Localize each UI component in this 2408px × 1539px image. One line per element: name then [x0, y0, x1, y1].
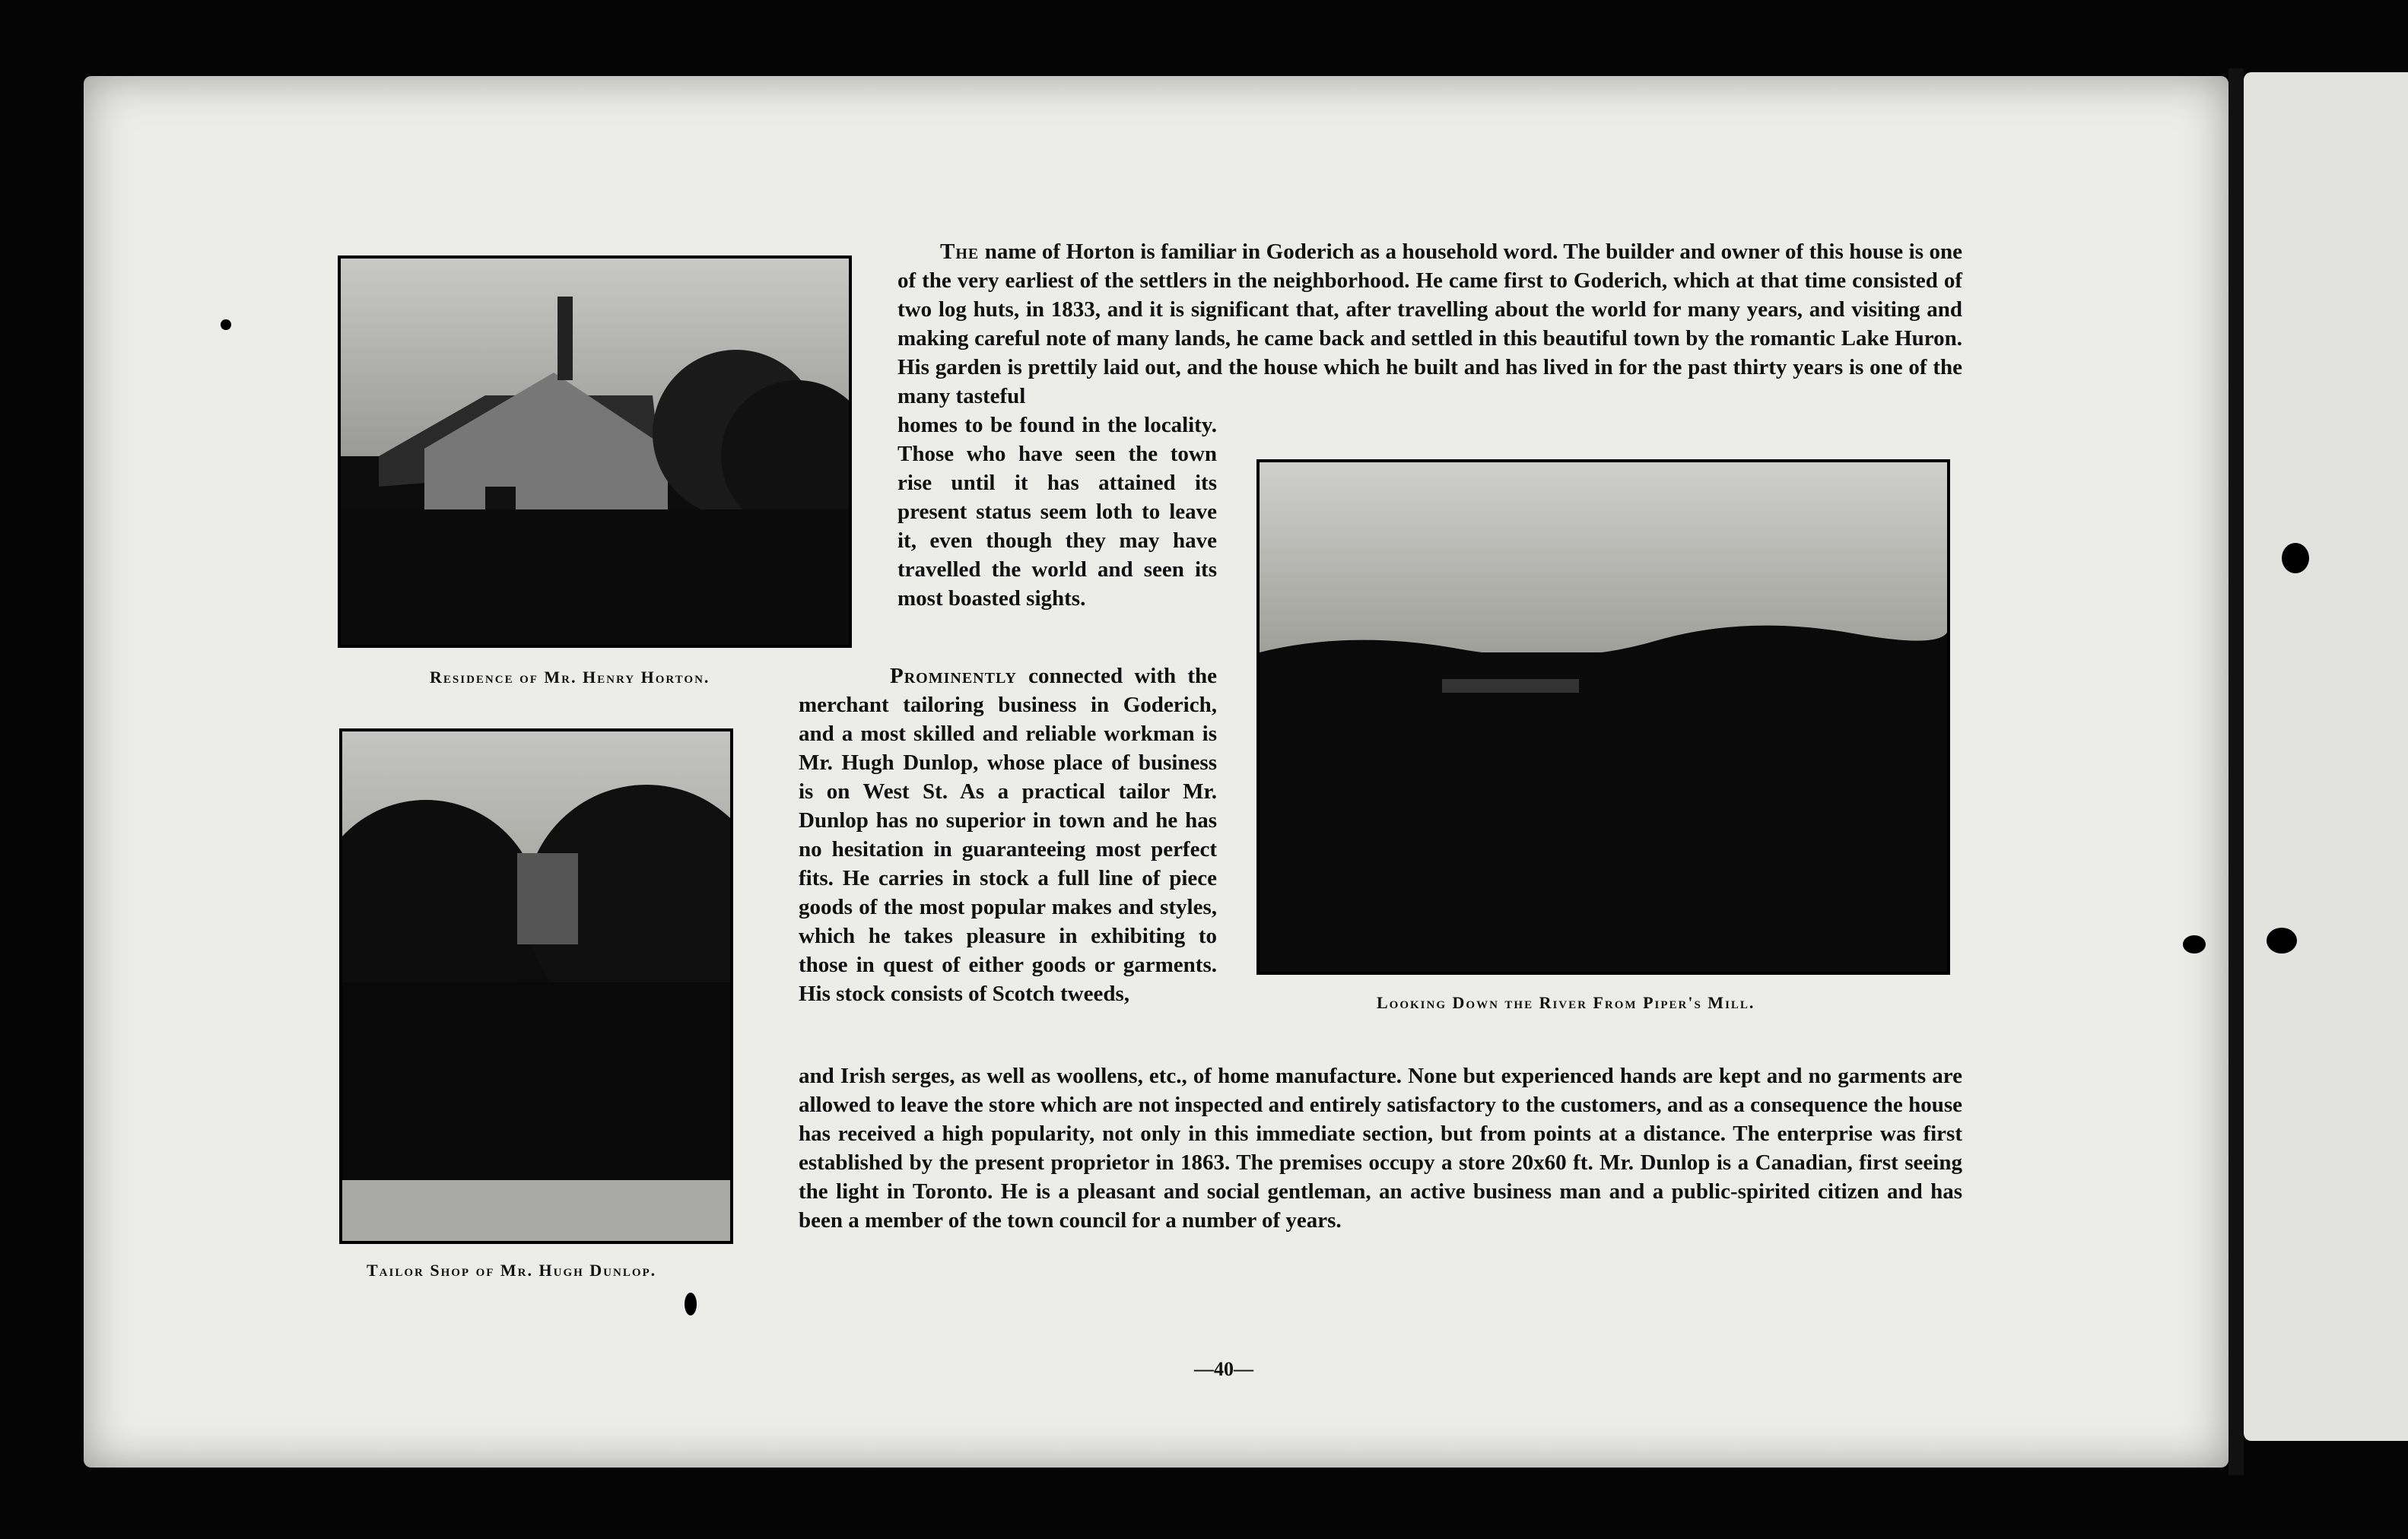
dunlop-article-text-1: connected with the merchant tailoring business in Goderich, and a most skilled and reliable workman is Mr. Hugh Dunlop, whose place of business is on West St. As a practical tailor Mr. Dunlop has no superior in town and he has no hesitation in guaranteeing most perfect fits. He carries in stock a full line of piece goods of the most popular makes and styles, which he takes pleasure in exhibiting to those in quest of either goods or garments. His stock consists of Scotch tweeds,	[799, 664, 1217, 1006]
horton-photo-caption: Residence of Mr. Henry Horton.	[430, 668, 710, 687]
scan-speck	[2267, 928, 2297, 954]
dunlop-shop-photo	[339, 728, 733, 1244]
page-fold	[2229, 68, 2244, 1475]
scan-speck	[2183, 935, 2206, 954]
horton-article-text-2: homes to be found in the locality. Those who have seen the town rise until it has attained its present status seem loth to leave it, even though they may have travelled the world and seen its most boasted sights.	[897, 413, 1217, 611]
facing-page-edge	[2244, 72, 2408, 1441]
river-view-photo	[1256, 459, 1950, 975]
horton-article-lead: The	[940, 240, 980, 264]
scan-speck	[221, 319, 231, 330]
horton-article-text-1: name of Horton is familiar in Goderich as a household word. The builder and owner of this house is one of the very earliest of the settlers in the neighborhood. He came first to Goderich, which at that time consisted of two log huts, in 1833, and it is significant that, after travelling about the world for many years, and visiting and making careful note of many lands, he came back and settled in this beautiful town by the romantic Lake Huron. His garden is prettily laid out, and the house which he built and has lived in for the past thirty years is one of the many tasteful	[897, 240, 1963, 408]
dunlop-photo-caption: Tailor Shop of Mr. Hugh Dunlop.	[367, 1261, 657, 1280]
dunlop-article-text-2: and Irish serges, as well as woollens, etc., of home manufacture. None but experienced hands are kept and no garments are allowed to leave the store which are not inspected and entirely satisfactory to the customers, and as a consequence the house has received a high popularity, not only in this immediate section, but from points at a distance. The enterprise was first established by the present proprietor in 1863. The premises occupy a store 20x60 ft. Mr. Dunlop is a Canadian, first seeing the light in Toronto. He is a pleasant and social gentleman, an active business man and a public-spirited citizen and has been a member of the town council for a number of years.	[799, 1064, 1962, 1233]
dunlop-article-lead: Prominently	[890, 664, 1017, 688]
scan-speck	[2282, 543, 2309, 573]
horton-article-intro	[897, 237, 1962, 411]
horton-article-continuation	[897, 411, 1217, 613]
dunlop-article-continuation	[799, 1061, 1962, 1235]
river-photo-caption: Looking Down the River From Piper's Mill.	[1377, 993, 1755, 1012]
dunlop-article-intro	[799, 662, 1217, 1008]
horton-residence-photo	[338, 255, 852, 648]
page-number: —40—	[1194, 1358, 1253, 1380]
scan-speck	[685, 1293, 697, 1315]
book-page	[84, 76, 2229, 1468]
